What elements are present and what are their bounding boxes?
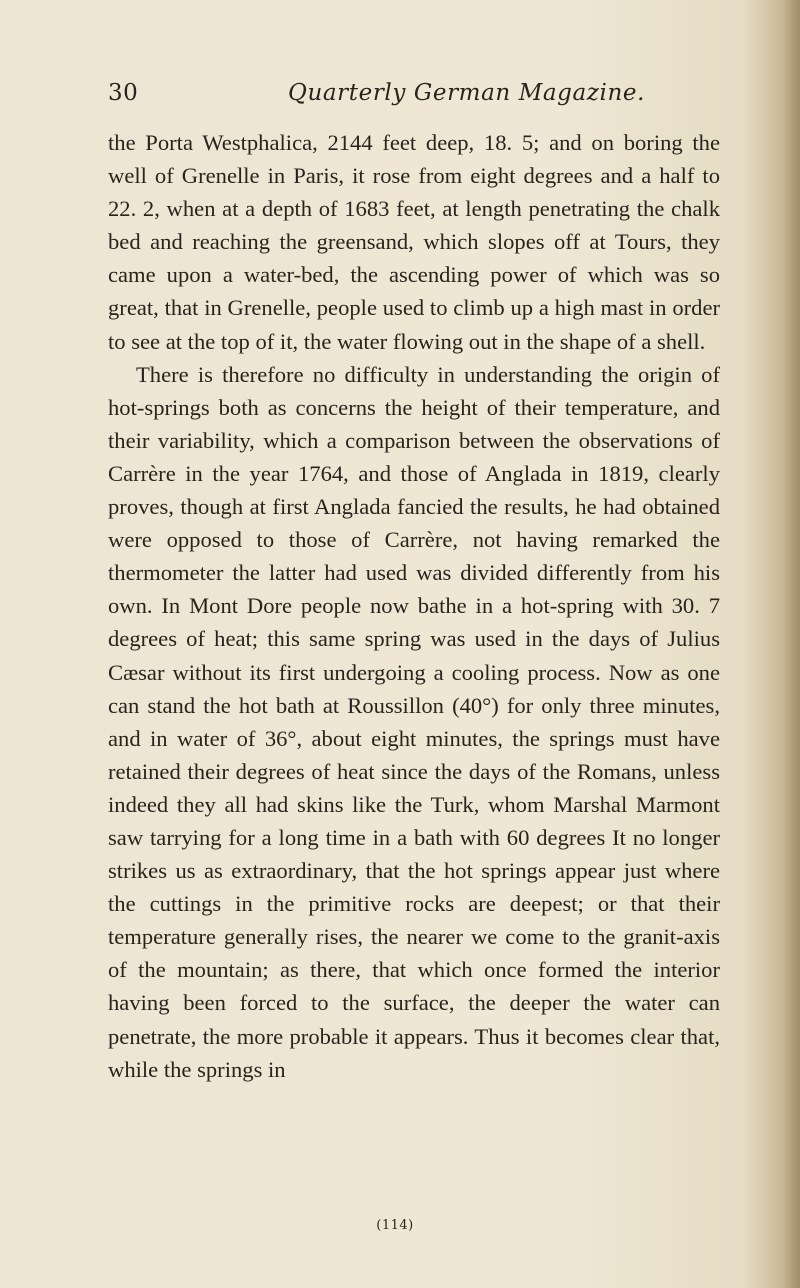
page-edge-shadow [782, 0, 800, 1288]
signature-mark [0, 1218, 800, 1233]
body-text [108, 126, 720, 1086]
paragraph-continued: the Porta Westphalica, 2144 feet deep, 18. 5; and on boring the well of Grenelle in Paris, it rose from eight degrees and a half to 22. 2, when at a depth of 1683 feet, at length penetrating the chalk bed and reaching the greensand, which slopes off at Tours, they came upon a water-bed, the ascending power of which was so great, that in Grenelle, people used to climb up a high mast in order to see at the top of it, the water flowing out in the shape of a shell. [108, 130, 720, 354]
page-number: 30 [108, 80, 139, 106]
running-title: Quarterly German Magazine. [288, 80, 646, 106]
signature-mark-text: (114) [376, 1218, 414, 1233]
running-header [108, 80, 728, 114]
paragraph: There is therefore no difficulty in understanding the origin of hot-springs both as concerns the height of their temperature, and their variability, which a comparison between the observations of Carrère in the year 1764, and those of Anglada in 1819, clearly proves, though at first Anglada fancied the results, he had obtained were opposed to those of Carrère, not having remarked the thermometer the latter had used was divided differently from his own. In Mont Dore people now bathe in a hot-spring with 30. 7 degrees of heat; this same spring was used in the days of Julius Cæsar without its first undergoing a cooling process. Now as one can stand the hot bath at Roussillon (40°) for only three minutes, and in water of 36°, about eight minutes, the springs must have retained their degrees of heat since the days of the Romans, unless indeed they all had skins like the Turk, whom Marshal Marmont saw tarrying for a long time in a bath with 60 degrees It no longer strikes us as extraordinary, that the hot springs appear just where the cuttings in the primitive rocks are deepest; or that their temperature generally rises, the nearer we come to the granit-axis of the mountain; as there, that which once formed the interior having been forced to the surface, the deeper the water can penetrate, the more probable it appears. Thus it becomes clear that, while the springs in [108, 361, 720, 1082]
